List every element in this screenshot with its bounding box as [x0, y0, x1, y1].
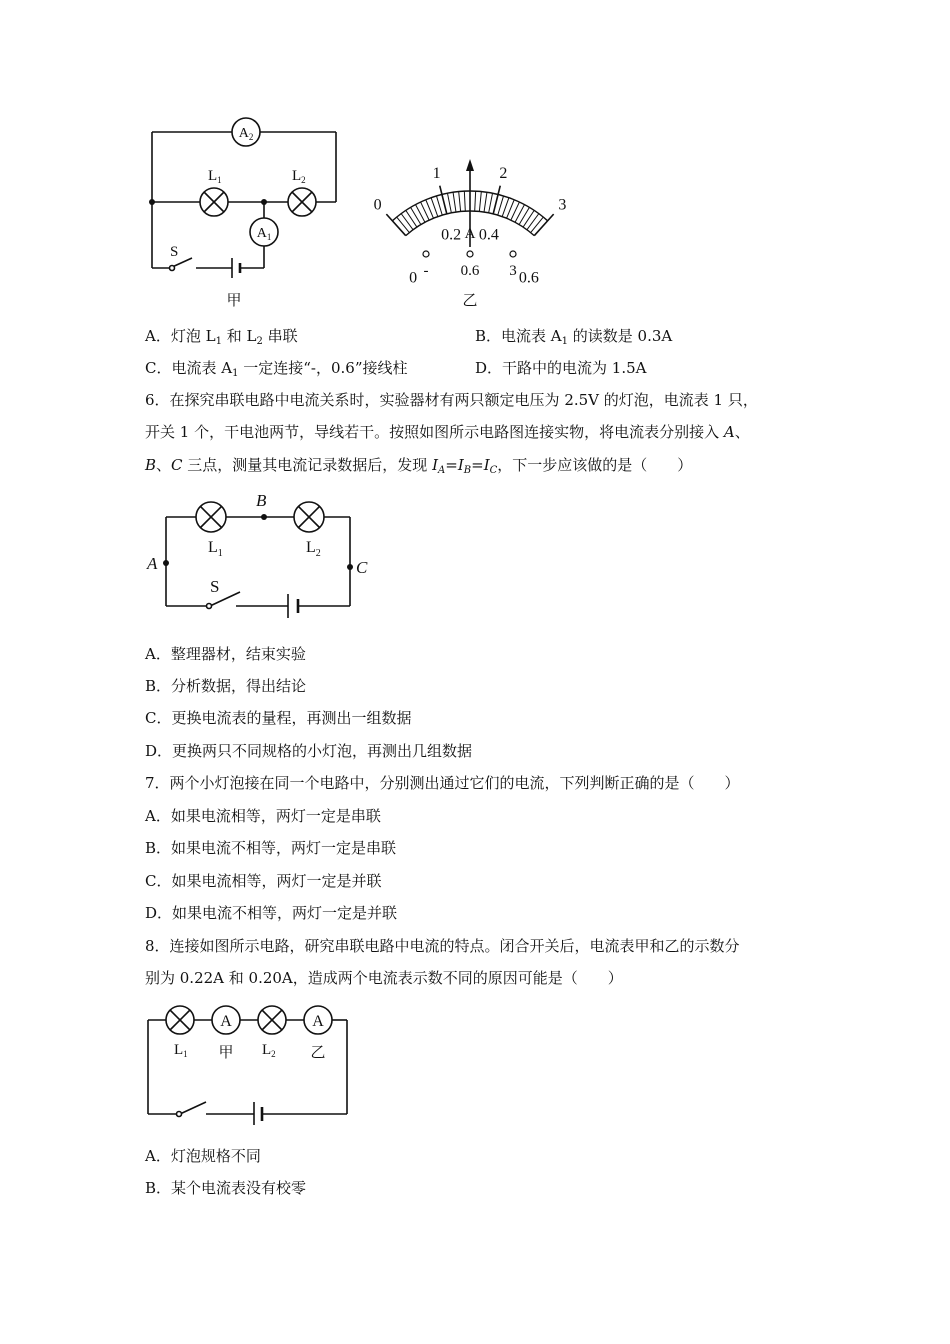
dial-minor-tick: [479, 192, 481, 212]
dial-minor-tick: [484, 192, 487, 212]
lamp-l1-label: L: [174, 1042, 184, 1058]
q8-stem-line1: 8．连接如图所示电路，研究串联电路中电流的特点。闭合开关后，电流表甲和乙的示数分: [145, 937, 740, 955]
q6-option-b[interactable]: B．分析数据，得出结论: [145, 677, 307, 695]
svg-text:L1: $L_1$: [208, 539, 223, 559]
figure-caption-jia: 甲: [226, 293, 242, 309]
point-a-label: A: [147, 554, 158, 573]
q6-stem-line1: 6．在探究串联电路中电流关系时，实验器材有两只额定电压为 2.5V 的灯泡，电流表 1 只，: [145, 391, 758, 409]
dial-upper-tick-label: 0: [373, 196, 382, 214]
q6-stem-line2: 开关 1 个，干电池两节，导线若干。按照如图所示电路图连接实物，将电流表分别接入 A、: [145, 423, 750, 441]
dial-minor-tick: [464, 191, 465, 211]
q8-option-a[interactable]: A．灯泡规格不同: [145, 1147, 261, 1165]
dial-upper-tick-label: 3: [558, 196, 567, 214]
dial-minor-tick: [523, 210, 534, 227]
dial-minor-tick: [527, 214, 539, 230]
q7-option-d[interactable]: D．如果电流不相等，两灯一定是并联: [145, 904, 398, 922]
switch-label: S: [170, 244, 179, 260]
q7-option-a[interactable]: A．如果电流相等，两灯一定是串联: [145, 807, 381, 825]
terminal-negative: -: [423, 263, 429, 279]
dial-minor-tick: [498, 196, 504, 215]
ammeter-a1-label: A: [256, 226, 267, 241]
ammeter-dial-figure: [345, 125, 595, 310]
svg-text:L1: $L_1$: [174, 1042, 188, 1059]
svg-text:L1: $L_1$: [208, 168, 222, 185]
q5-option-c[interactable]: C．电流表 $A_1$ 一定连接“-，0.6”接线柱: [145, 359, 408, 379]
lamp-l1-label: L: [208, 168, 218, 184]
q6-option-d[interactable]: D．更换两只不同规格的小灯泡，再测出几组数据: [145, 742, 473, 760]
dial-lower-tick-label: 0.4: [478, 226, 499, 244]
dial-minor-tick: [397, 217, 410, 232]
ammeter-yi-symbol: A: [312, 1013, 324, 1030]
lamp-l1-label: L: [208, 539, 218, 556]
q7-option-c[interactable]: C．如果电流相等，两灯一定是并联: [145, 872, 382, 890]
q6-circuit-figure: [140, 488, 380, 628]
dial-upper-tick-label: 1: [432, 165, 441, 183]
svg-text:A2: $A_2$: [238, 126, 254, 142]
q7-option-b[interactable]: B．如果电流不相等，两灯一定是串联: [145, 839, 397, 857]
ammeter-yi-label: 乙: [310, 1045, 326, 1061]
dial-lower-tick-label: 0.6: [518, 269, 539, 287]
svg-text:L2: $L_2$: [306, 539, 321, 559]
lamp-l2-label: L: [306, 539, 316, 556]
dial-minor-tick: [406, 210, 417, 227]
q5-option-b[interactable]: B．电流表 $A_1$ 的读数是 0.3A: [475, 327, 673, 347]
switch-label: S: [210, 577, 220, 596]
q6-option-a[interactable]: A．整理器材，结束实验: [145, 645, 306, 663]
meter-unit-label: A: [464, 226, 476, 242]
ammeter-jia-symbol: A: [220, 1013, 232, 1030]
q5-option-a[interactable]: A．灯泡 $L_1$ 和 $L_2$ 串联: [145, 327, 298, 347]
q7-stem: 7．两个小灯泡接在同一个电路中，分别测出通过它们的电流，下列判断正确的是（ ）: [145, 774, 740, 792]
dial-minor-tick: [489, 193, 493, 213]
ammeter-a2-label: A: [238, 126, 249, 141]
dial-lower-tick-label: 0.2: [441, 226, 462, 244]
point-c-label: C: [356, 558, 368, 577]
ammeter-jia-label: 甲: [218, 1045, 234, 1061]
svg-text:L2: $L_2$: [292, 168, 306, 185]
svg-text:L2: $L_2$: [262, 1042, 276, 1059]
figure-caption-yi: 乙: [462, 293, 478, 309]
q6-stem-line3: B、C 三点，测量其电流记录数据后，发现 $I_A=I_B=I_C$，下一步应该做的是（ ）: [145, 456, 693, 476]
q8-circuit-figure: [140, 1000, 360, 1125]
lamp-l2-label: L: [262, 1042, 272, 1058]
dial-minor-tick: [531, 217, 544, 232]
lamp-l2-label: L: [292, 168, 302, 184]
dial-minor-tick: [411, 207, 421, 224]
dial-upper-tick-label: 2: [499, 165, 508, 183]
q8-option-b[interactable]: B．某个电流表没有校零: [145, 1179, 307, 1197]
dial-minor-tick: [475, 191, 476, 211]
terminal-3: 3: [509, 263, 517, 279]
point-b-label: B: [256, 491, 267, 510]
dial-minor-tick: [401, 214, 413, 230]
dial-minor-tick: [447, 193, 451, 213]
circuit-figure-jia: [140, 110, 350, 310]
terminal-0-6: 0.6: [460, 263, 480, 279]
dial-minor-tick: [519, 207, 529, 224]
dial-minor-tick: [436, 196, 442, 215]
dial-minor-tick: [453, 192, 456, 212]
dial-lower-tick-label: 0: [409, 269, 418, 287]
q5-option-d[interactable]: D．干路中的电流为 1.5A: [475, 359, 647, 377]
q6-option-c[interactable]: C．更换电流表的量程，再测出一组数据: [145, 709, 412, 727]
q8-stem-line2: 别为 0.22A 和 0.20A，造成两个电流表示数不同的原因可能是（ ）: [145, 969, 623, 987]
dial-minor-tick: [459, 192, 461, 212]
svg-text:A1: $A_1$: [256, 226, 272, 242]
